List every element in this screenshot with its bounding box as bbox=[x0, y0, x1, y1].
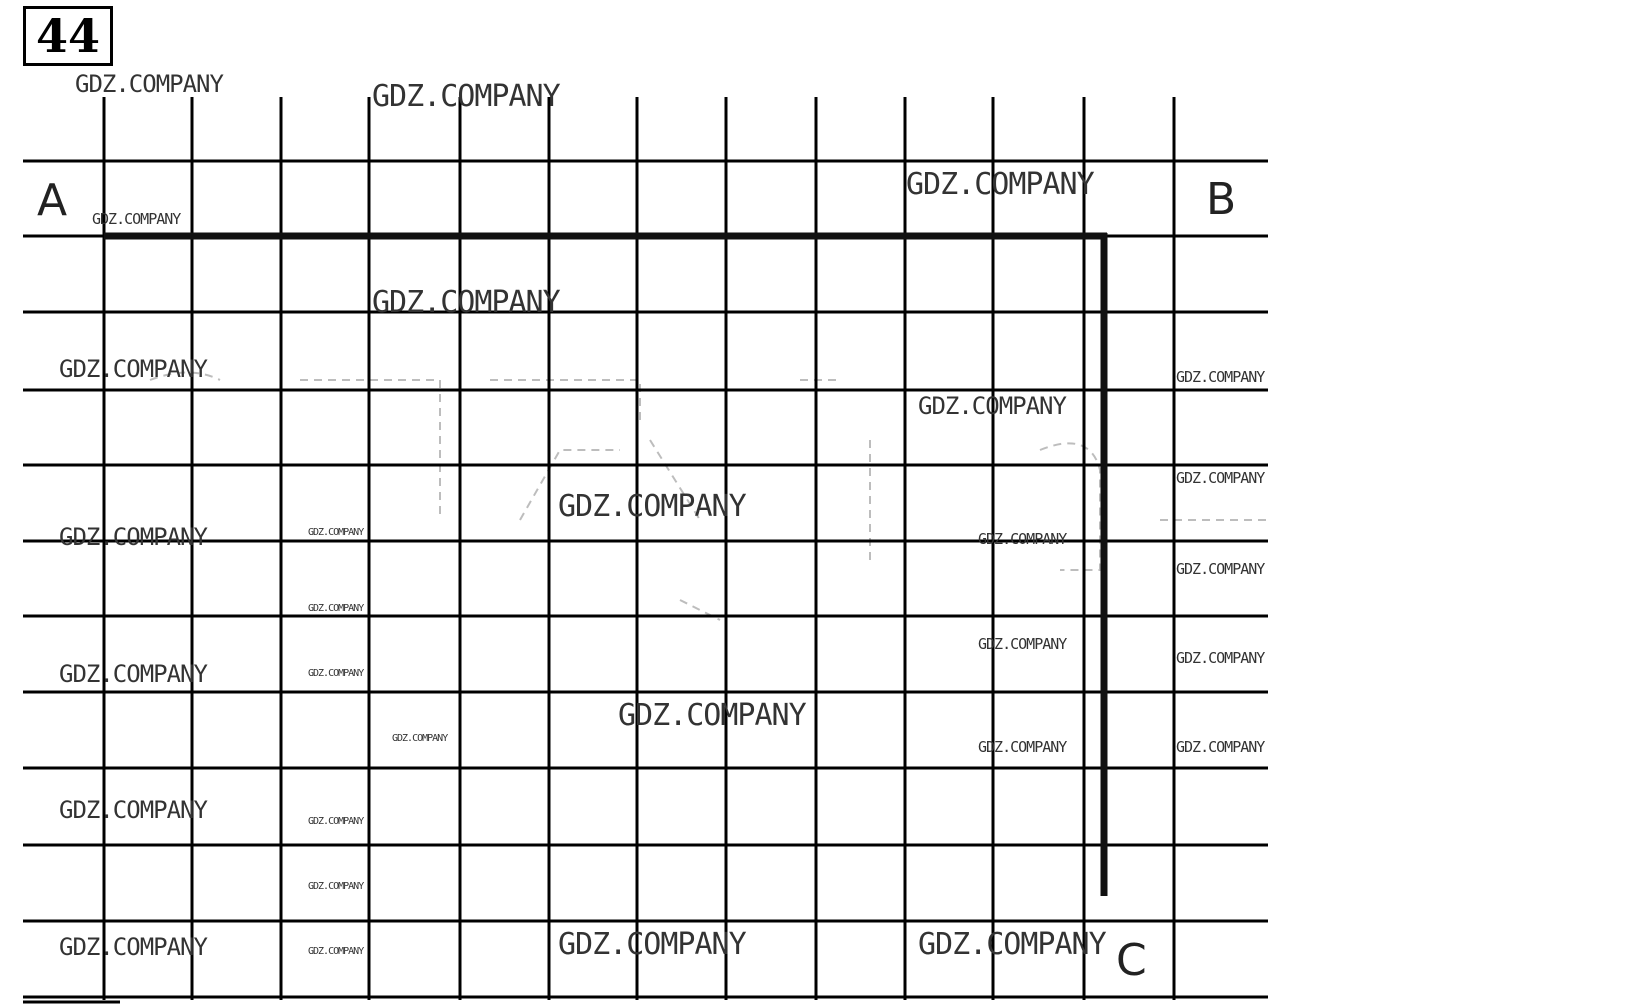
watermark-text: GDZ.COMPANY bbox=[618, 698, 806, 733]
watermark-text: GDZ.COMPANY bbox=[1176, 738, 1265, 756]
watermark-text: GDZ.COMPANY bbox=[59, 355, 207, 383]
watermark-text: GDZ.COMPANY bbox=[1176, 368, 1265, 386]
watermark-text: GDZ.COMPANY bbox=[75, 70, 223, 98]
watermark-text: GDZ.COMPANY bbox=[392, 733, 448, 744]
point-label-a: A bbox=[37, 175, 68, 226]
watermark-text: GDZ.COMPANY bbox=[59, 523, 207, 551]
watermark-text: GDZ.COMPANY bbox=[978, 530, 1067, 548]
watermark-text: GDZ.COMPANY bbox=[978, 635, 1067, 653]
point-label-c: C bbox=[1116, 935, 1147, 986]
watermark-text: GDZ.COMPANY bbox=[372, 285, 560, 320]
watermark-text: GDZ.COMPANY bbox=[558, 489, 746, 524]
watermark-text: GDZ.COMPANY bbox=[918, 392, 1066, 420]
watermark-text: GDZ.COMPANY bbox=[558, 927, 746, 962]
point-label-b: B bbox=[1206, 174, 1237, 225]
exercise-number: 44 bbox=[35, 9, 100, 63]
watermark-text: GDZ.COMPANY bbox=[308, 603, 364, 614]
watermark-text: GDZ.COMPANY bbox=[59, 796, 207, 824]
watermark-text: GDZ.COMPANY bbox=[978, 738, 1067, 756]
watermark-text: GDZ.COMPANY bbox=[1176, 469, 1265, 487]
watermark-text: GDZ.COMPANY bbox=[59, 933, 207, 961]
watermark-text: GDZ.COMPANY bbox=[1176, 560, 1265, 578]
path-abc bbox=[104, 233, 1107, 896]
watermark-text: GDZ.COMPANY bbox=[308, 668, 364, 679]
watermark-text: GDZ.COMPANY bbox=[59, 660, 207, 688]
watermark-text: GDZ.COMPANY bbox=[308, 816, 364, 827]
watermark-text: GDZ.COMPANY bbox=[308, 881, 364, 892]
watermark-text: GDZ.COMPANY bbox=[918, 927, 1106, 962]
watermark-text: GDZ.COMPANY bbox=[372, 79, 560, 114]
watermark-text: GDZ.COMPANY bbox=[308, 946, 364, 957]
grid-lines bbox=[23, 97, 1268, 1000]
watermark-text: GDZ.COMPANY bbox=[308, 527, 364, 538]
watermark-text: GDZ.COMPANY bbox=[906, 167, 1094, 202]
watermark-text: GDZ.COMPANY bbox=[1176, 649, 1265, 667]
watermark-text: GDZ.COMPANY bbox=[92, 210, 181, 228]
